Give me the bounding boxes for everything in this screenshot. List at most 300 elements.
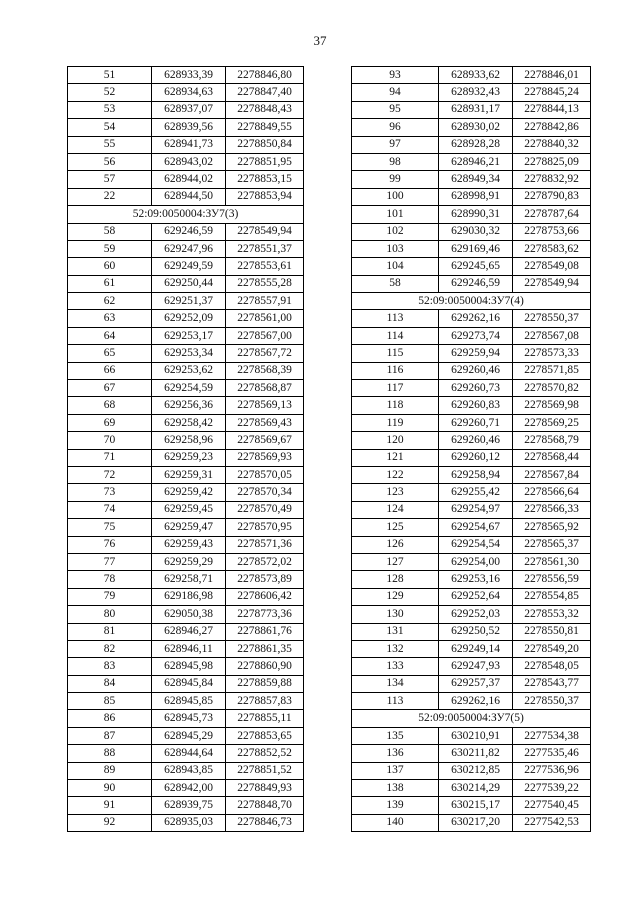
y-coordinate-cell: 2278550,37 bbox=[513, 310, 591, 327]
table-row bbox=[352, 153, 591, 170]
point-number-cell: 68 bbox=[68, 397, 152, 414]
x-coordinate-cell: 628945,84 bbox=[152, 675, 226, 692]
y-coordinate-cell: 2278573,89 bbox=[226, 571, 304, 588]
table-row bbox=[352, 640, 591, 657]
y-coordinate-cell: 2278850,84 bbox=[226, 136, 304, 153]
point-number-cell: 113 bbox=[352, 310, 439, 327]
point-number-cell: 104 bbox=[352, 258, 439, 275]
y-coordinate-cell: 2278549,94 bbox=[226, 223, 304, 240]
x-coordinate-cell: 629247,93 bbox=[439, 658, 513, 675]
x-coordinate-cell: 629250,52 bbox=[439, 623, 513, 640]
table-row bbox=[352, 762, 591, 779]
point-number-cell: 99 bbox=[352, 171, 439, 188]
y-coordinate-cell: 2278567,08 bbox=[513, 327, 591, 344]
y-coordinate-cell: 2278857,83 bbox=[226, 693, 304, 710]
x-coordinate-cell: 628946,27 bbox=[152, 623, 226, 640]
y-coordinate-cell: 2278790,83 bbox=[513, 188, 591, 205]
table-row bbox=[352, 449, 591, 466]
table-row bbox=[68, 623, 304, 640]
point-number-cell: 60 bbox=[68, 258, 152, 275]
x-coordinate-cell: 629186,98 bbox=[152, 588, 226, 605]
x-coordinate-cell: 629260,83 bbox=[439, 397, 513, 414]
y-coordinate-cell: 2278849,55 bbox=[226, 119, 304, 136]
y-coordinate-cell: 2278556,59 bbox=[513, 571, 591, 588]
x-coordinate-cell: 628941,73 bbox=[152, 136, 226, 153]
x-coordinate-cell: 629257,37 bbox=[439, 675, 513, 692]
point-number-cell: 62 bbox=[68, 293, 152, 310]
point-number-cell: 76 bbox=[68, 536, 152, 553]
table-row bbox=[68, 153, 304, 170]
y-coordinate-cell: 2278848,70 bbox=[226, 797, 304, 814]
x-coordinate-cell: 629249,14 bbox=[439, 640, 513, 657]
point-number-cell: 79 bbox=[68, 588, 152, 605]
x-coordinate-cell: 629246,59 bbox=[152, 223, 226, 240]
table-row bbox=[68, 519, 304, 536]
y-coordinate-cell: 2278845,24 bbox=[513, 84, 591, 101]
y-coordinate-cell: 2278847,40 bbox=[226, 84, 304, 101]
table-row bbox=[352, 275, 591, 292]
table-row bbox=[68, 119, 304, 136]
point-number-cell: 118 bbox=[352, 397, 439, 414]
table-row bbox=[68, 414, 304, 431]
table-row bbox=[68, 484, 304, 501]
point-number-cell: 129 bbox=[352, 588, 439, 605]
table-row bbox=[352, 658, 591, 675]
point-number-cell: 101 bbox=[352, 206, 439, 223]
point-number-cell: 58 bbox=[68, 223, 152, 240]
x-coordinate-cell: 629258,94 bbox=[439, 466, 513, 483]
x-coordinate-cell: 628990,31 bbox=[439, 206, 513, 223]
y-coordinate-cell: 2278549,08 bbox=[513, 258, 591, 275]
table-row bbox=[68, 101, 304, 118]
x-coordinate-cell: 630214,29 bbox=[439, 780, 513, 797]
y-coordinate-cell: 2277542,53 bbox=[513, 814, 591, 831]
point-number-cell: 55 bbox=[68, 136, 152, 153]
y-coordinate-cell: 2278543,77 bbox=[513, 675, 591, 692]
x-coordinate-cell: 630210,91 bbox=[439, 727, 513, 744]
x-coordinate-cell: 628932,43 bbox=[439, 84, 513, 101]
x-coordinate-cell: 628945,73 bbox=[152, 710, 226, 727]
table-row bbox=[68, 327, 304, 344]
x-coordinate-cell: 629252,03 bbox=[439, 606, 513, 623]
x-coordinate-cell: 630215,17 bbox=[439, 797, 513, 814]
table-row bbox=[68, 345, 304, 362]
x-coordinate-cell: 630217,20 bbox=[439, 814, 513, 831]
table-row bbox=[68, 797, 304, 814]
point-number-cell: 82 bbox=[68, 640, 152, 657]
y-coordinate-cell: 2278569,25 bbox=[513, 414, 591, 431]
x-coordinate-cell: 629262,16 bbox=[439, 310, 513, 327]
point-number-cell: 78 bbox=[68, 571, 152, 588]
x-coordinate-cell: 629050,38 bbox=[152, 606, 226, 623]
y-coordinate-cell: 2278568,39 bbox=[226, 362, 304, 379]
y-coordinate-cell: 2278551,37 bbox=[226, 240, 304, 257]
y-coordinate-cell: 2278570,49 bbox=[226, 501, 304, 518]
x-coordinate-cell: 628937,07 bbox=[152, 101, 226, 118]
x-coordinate-cell: 629258,96 bbox=[152, 432, 226, 449]
x-coordinate-cell: 629259,43 bbox=[152, 536, 226, 553]
point-number-cell: 67 bbox=[68, 380, 152, 397]
x-coordinate-cell: 629252,09 bbox=[152, 310, 226, 327]
point-number-cell: 139 bbox=[352, 797, 439, 814]
x-coordinate-cell: 628943,85 bbox=[152, 762, 226, 779]
y-coordinate-cell: 2278606,42 bbox=[226, 588, 304, 605]
point-number-cell: 121 bbox=[352, 449, 439, 466]
section-header-row bbox=[352, 710, 591, 727]
y-coordinate-cell: 2278561,30 bbox=[513, 553, 591, 570]
point-number-cell: 84 bbox=[68, 675, 152, 692]
y-coordinate-cell: 2278557,91 bbox=[226, 293, 304, 310]
point-number-cell: 134 bbox=[352, 675, 439, 692]
point-number-cell: 83 bbox=[68, 658, 152, 675]
table-row bbox=[68, 258, 304, 275]
table-row bbox=[352, 588, 591, 605]
table-row bbox=[68, 553, 304, 570]
x-coordinate-cell: 629260,73 bbox=[439, 380, 513, 397]
x-coordinate-cell: 629273,74 bbox=[439, 327, 513, 344]
parcel-section-label: 52:09:0050004:ЗУ7(3) bbox=[68, 206, 304, 223]
x-coordinate-cell: 629259,94 bbox=[439, 345, 513, 362]
y-coordinate-cell: 2278570,34 bbox=[226, 484, 304, 501]
point-number-cell: 100 bbox=[352, 188, 439, 205]
point-number-cell: 136 bbox=[352, 745, 439, 762]
x-coordinate-cell: 628939,75 bbox=[152, 797, 226, 814]
table-row bbox=[352, 188, 591, 205]
y-coordinate-cell: 2277540,45 bbox=[513, 797, 591, 814]
point-number-cell: 116 bbox=[352, 362, 439, 379]
table-row bbox=[68, 727, 304, 744]
y-coordinate-cell: 2278753,66 bbox=[513, 223, 591, 240]
table-row bbox=[352, 606, 591, 623]
y-coordinate-cell: 2278570,05 bbox=[226, 466, 304, 483]
y-coordinate-cell: 2278565,92 bbox=[513, 519, 591, 536]
x-coordinate-cell: 629253,62 bbox=[152, 362, 226, 379]
table-row bbox=[352, 327, 591, 344]
point-number-cell: 131 bbox=[352, 623, 439, 640]
section-header-row bbox=[352, 293, 591, 310]
y-coordinate-cell: 2278570,95 bbox=[226, 519, 304, 536]
x-coordinate-cell: 628944,02 bbox=[152, 171, 226, 188]
point-number-cell: 52 bbox=[68, 84, 152, 101]
y-coordinate-cell: 2278855,11 bbox=[226, 710, 304, 727]
y-coordinate-cell: 2278571,85 bbox=[513, 362, 591, 379]
table-row bbox=[352, 223, 591, 240]
table-row bbox=[352, 119, 591, 136]
table-row bbox=[68, 84, 304, 101]
y-coordinate-cell: 2278567,72 bbox=[226, 345, 304, 362]
point-number-cell: 22 bbox=[68, 188, 152, 205]
coordinates-table-right-body bbox=[352, 67, 591, 832]
y-coordinate-cell: 2278570,82 bbox=[513, 380, 591, 397]
x-coordinate-cell: 629254,00 bbox=[439, 553, 513, 570]
table-row bbox=[68, 223, 304, 240]
x-coordinate-cell: 629251,37 bbox=[152, 293, 226, 310]
point-number-cell: 133 bbox=[352, 658, 439, 675]
y-coordinate-cell: 2278568,79 bbox=[513, 432, 591, 449]
x-coordinate-cell: 629260,46 bbox=[439, 432, 513, 449]
coordinates-table-right bbox=[351, 66, 591, 832]
point-number-cell: 80 bbox=[68, 606, 152, 623]
y-coordinate-cell: 2278561,00 bbox=[226, 310, 304, 327]
point-number-cell: 86 bbox=[68, 710, 152, 727]
table-row bbox=[68, 571, 304, 588]
table-row bbox=[352, 797, 591, 814]
x-coordinate-cell: 629254,67 bbox=[439, 519, 513, 536]
x-coordinate-cell: 629259,42 bbox=[152, 484, 226, 501]
y-coordinate-cell: 2278583,62 bbox=[513, 240, 591, 257]
y-coordinate-cell: 2278848,43 bbox=[226, 101, 304, 118]
x-coordinate-cell: 629169,46 bbox=[439, 240, 513, 257]
table-row bbox=[68, 745, 304, 762]
point-number-cell: 90 bbox=[68, 780, 152, 797]
table-row bbox=[352, 675, 591, 692]
x-coordinate-cell: 628944,64 bbox=[152, 745, 226, 762]
table-row bbox=[68, 466, 304, 483]
x-coordinate-cell: 629254,54 bbox=[439, 536, 513, 553]
x-coordinate-cell: 628946,21 bbox=[439, 153, 513, 170]
x-coordinate-cell: 628944,50 bbox=[152, 188, 226, 205]
y-coordinate-cell: 2278849,93 bbox=[226, 780, 304, 797]
table-row bbox=[68, 293, 304, 310]
y-coordinate-cell: 2278851,95 bbox=[226, 153, 304, 170]
table-row bbox=[68, 675, 304, 692]
table-row bbox=[68, 693, 304, 710]
y-coordinate-cell: 2277539,22 bbox=[513, 780, 591, 797]
y-coordinate-cell: 2278852,52 bbox=[226, 745, 304, 762]
table-row bbox=[68, 362, 304, 379]
point-number-cell: 122 bbox=[352, 466, 439, 483]
table-row bbox=[68, 397, 304, 414]
y-coordinate-cell: 2278569,98 bbox=[513, 397, 591, 414]
point-number-cell: 71 bbox=[68, 449, 152, 466]
y-coordinate-cell: 2278861,35 bbox=[226, 640, 304, 657]
table-row bbox=[352, 466, 591, 483]
point-number-cell: 138 bbox=[352, 780, 439, 797]
table-row bbox=[68, 449, 304, 466]
point-number-cell: 117 bbox=[352, 380, 439, 397]
point-number-cell: 74 bbox=[68, 501, 152, 518]
table-row bbox=[352, 397, 591, 414]
point-number-cell: 75 bbox=[68, 519, 152, 536]
y-coordinate-cell: 2278553,61 bbox=[226, 258, 304, 275]
x-coordinate-cell: 629259,31 bbox=[152, 466, 226, 483]
y-coordinate-cell: 2278825,09 bbox=[513, 153, 591, 170]
table-row bbox=[352, 67, 591, 84]
point-number-cell: 88 bbox=[68, 745, 152, 762]
point-number-cell: 54 bbox=[68, 119, 152, 136]
x-coordinate-cell: 628998,91 bbox=[439, 188, 513, 205]
point-number-cell: 125 bbox=[352, 519, 439, 536]
y-coordinate-cell: 2277534,38 bbox=[513, 727, 591, 744]
table-row bbox=[68, 432, 304, 449]
y-coordinate-cell: 2278851,52 bbox=[226, 762, 304, 779]
x-coordinate-cell: 629259,23 bbox=[152, 449, 226, 466]
y-coordinate-cell: 2278773,36 bbox=[226, 606, 304, 623]
table-row bbox=[68, 67, 304, 84]
table-row bbox=[352, 258, 591, 275]
table-row bbox=[352, 206, 591, 223]
point-number-cell: 70 bbox=[68, 432, 152, 449]
x-coordinate-cell: 628935,03 bbox=[152, 814, 226, 831]
y-coordinate-cell: 2278853,94 bbox=[226, 188, 304, 205]
x-coordinate-cell: 629250,44 bbox=[152, 275, 226, 292]
point-number-cell: 103 bbox=[352, 240, 439, 257]
y-coordinate-cell: 2278840,32 bbox=[513, 136, 591, 153]
table-row bbox=[68, 171, 304, 188]
x-coordinate-cell: 628946,11 bbox=[152, 640, 226, 657]
point-number-cell: 58 bbox=[352, 275, 439, 292]
y-coordinate-cell: 2278569,43 bbox=[226, 414, 304, 431]
x-coordinate-cell: 629253,17 bbox=[152, 327, 226, 344]
x-coordinate-cell: 629259,29 bbox=[152, 553, 226, 570]
x-coordinate-cell: 629259,45 bbox=[152, 501, 226, 518]
point-number-cell: 120 bbox=[352, 432, 439, 449]
parcel-section-label: 52:09:0050004:ЗУ7(5) bbox=[352, 710, 591, 727]
y-coordinate-cell: 2278555,28 bbox=[226, 275, 304, 292]
y-coordinate-cell: 2278567,00 bbox=[226, 327, 304, 344]
x-coordinate-cell: 629255,42 bbox=[439, 484, 513, 501]
x-coordinate-cell: 628945,98 bbox=[152, 658, 226, 675]
point-number-cell: 69 bbox=[68, 414, 152, 431]
point-number-cell: 96 bbox=[352, 119, 439, 136]
table-row bbox=[352, 745, 591, 762]
y-coordinate-cell: 2278549,20 bbox=[513, 640, 591, 657]
x-coordinate-cell: 628933,39 bbox=[152, 67, 226, 84]
x-coordinate-cell: 629260,12 bbox=[439, 449, 513, 466]
y-coordinate-cell: 2278853,15 bbox=[226, 171, 304, 188]
table-row bbox=[352, 553, 591, 570]
table-row bbox=[352, 240, 591, 257]
table-row bbox=[352, 571, 591, 588]
x-coordinate-cell: 628943,02 bbox=[152, 153, 226, 170]
table-row bbox=[352, 623, 591, 640]
table-row bbox=[352, 345, 591, 362]
x-coordinate-cell: 629030,32 bbox=[439, 223, 513, 240]
point-number-cell: 93 bbox=[352, 67, 439, 84]
point-number-cell: 124 bbox=[352, 501, 439, 518]
y-coordinate-cell: 2278567,84 bbox=[513, 466, 591, 483]
table-row bbox=[352, 310, 591, 327]
x-coordinate-cell: 628933,62 bbox=[439, 67, 513, 84]
x-coordinate-cell: 629245,65 bbox=[439, 258, 513, 275]
table-row bbox=[68, 188, 304, 205]
point-number-cell: 140 bbox=[352, 814, 439, 831]
table-row bbox=[352, 171, 591, 188]
x-coordinate-cell: 629253,16 bbox=[439, 571, 513, 588]
point-number-cell: 128 bbox=[352, 571, 439, 588]
coordinates-table-left bbox=[67, 66, 304, 832]
point-number-cell: 63 bbox=[68, 310, 152, 327]
table-row bbox=[68, 710, 304, 727]
y-coordinate-cell: 2278573,33 bbox=[513, 345, 591, 362]
point-number-cell: 65 bbox=[68, 345, 152, 362]
point-number-cell: 72 bbox=[68, 466, 152, 483]
table-row bbox=[68, 658, 304, 675]
table-row bbox=[68, 136, 304, 153]
x-coordinate-cell: 630211,82 bbox=[439, 745, 513, 762]
point-number-cell: 87 bbox=[68, 727, 152, 744]
x-coordinate-cell: 628934,63 bbox=[152, 84, 226, 101]
y-coordinate-cell: 2278554,85 bbox=[513, 588, 591, 605]
point-number-cell: 51 bbox=[68, 67, 152, 84]
x-coordinate-cell: 629260,46 bbox=[439, 362, 513, 379]
point-number-cell: 113 bbox=[352, 693, 439, 710]
point-number-cell: 85 bbox=[68, 693, 152, 710]
y-coordinate-cell: 2278569,93 bbox=[226, 449, 304, 466]
point-number-cell: 66 bbox=[68, 362, 152, 379]
point-number-cell: 61 bbox=[68, 275, 152, 292]
table-row bbox=[68, 536, 304, 553]
table-row bbox=[352, 380, 591, 397]
y-coordinate-cell: 2278568,44 bbox=[513, 449, 591, 466]
x-coordinate-cell: 629262,16 bbox=[439, 693, 513, 710]
y-coordinate-cell: 2278549,94 bbox=[513, 275, 591, 292]
x-coordinate-cell: 629253,34 bbox=[152, 345, 226, 362]
x-coordinate-cell: 628945,29 bbox=[152, 727, 226, 744]
parcel-section-label: 52:09:0050004:ЗУ7(4) bbox=[352, 293, 591, 310]
x-coordinate-cell: 628942,00 bbox=[152, 780, 226, 797]
y-coordinate-cell: 2278861,76 bbox=[226, 623, 304, 640]
page-number: 37 bbox=[313, 33, 327, 48]
point-number-cell: 123 bbox=[352, 484, 439, 501]
y-coordinate-cell: 2278550,81 bbox=[513, 623, 591, 640]
point-number-cell: 59 bbox=[68, 240, 152, 257]
point-number-cell: 57 bbox=[68, 171, 152, 188]
table-row bbox=[352, 484, 591, 501]
x-coordinate-cell: 629254,97 bbox=[439, 501, 513, 518]
point-number-cell: 119 bbox=[352, 414, 439, 431]
table-row bbox=[68, 501, 304, 518]
y-coordinate-cell: 2278846,80 bbox=[226, 67, 304, 84]
point-number-cell: 77 bbox=[68, 553, 152, 570]
x-coordinate-cell: 629258,71 bbox=[152, 571, 226, 588]
y-coordinate-cell: 2278832,92 bbox=[513, 171, 591, 188]
point-number-cell: 132 bbox=[352, 640, 439, 657]
point-number-cell: 114 bbox=[352, 327, 439, 344]
x-coordinate-cell: 629256,36 bbox=[152, 397, 226, 414]
section-header-row bbox=[68, 206, 304, 223]
y-coordinate-cell: 2277536,96 bbox=[513, 762, 591, 779]
table-row bbox=[352, 362, 591, 379]
x-coordinate-cell: 628931,17 bbox=[439, 101, 513, 118]
point-number-cell: 53 bbox=[68, 101, 152, 118]
point-number-cell: 126 bbox=[352, 536, 439, 553]
x-coordinate-cell: 629252,64 bbox=[439, 588, 513, 605]
point-number-cell: 95 bbox=[352, 101, 439, 118]
table-row bbox=[352, 814, 591, 831]
point-number-cell: 91 bbox=[68, 797, 152, 814]
point-number-cell: 81 bbox=[68, 623, 152, 640]
table-row bbox=[68, 814, 304, 831]
point-number-cell: 97 bbox=[352, 136, 439, 153]
point-number-cell: 98 bbox=[352, 153, 439, 170]
y-coordinate-cell: 2278569,67 bbox=[226, 432, 304, 449]
y-coordinate-cell: 2278853,65 bbox=[226, 727, 304, 744]
point-number-cell: 56 bbox=[68, 153, 152, 170]
table-row bbox=[352, 693, 591, 710]
table-row bbox=[352, 414, 591, 431]
table-row bbox=[352, 84, 591, 101]
y-coordinate-cell: 2278860,90 bbox=[226, 658, 304, 675]
y-coordinate-cell: 2278571,36 bbox=[226, 536, 304, 553]
table-row bbox=[352, 519, 591, 536]
y-coordinate-cell: 2278844,13 bbox=[513, 101, 591, 118]
x-coordinate-cell: 629254,59 bbox=[152, 380, 226, 397]
table-row bbox=[352, 536, 591, 553]
x-coordinate-cell: 629259,47 bbox=[152, 519, 226, 536]
x-coordinate-cell: 628939,56 bbox=[152, 119, 226, 136]
point-number-cell: 130 bbox=[352, 606, 439, 623]
